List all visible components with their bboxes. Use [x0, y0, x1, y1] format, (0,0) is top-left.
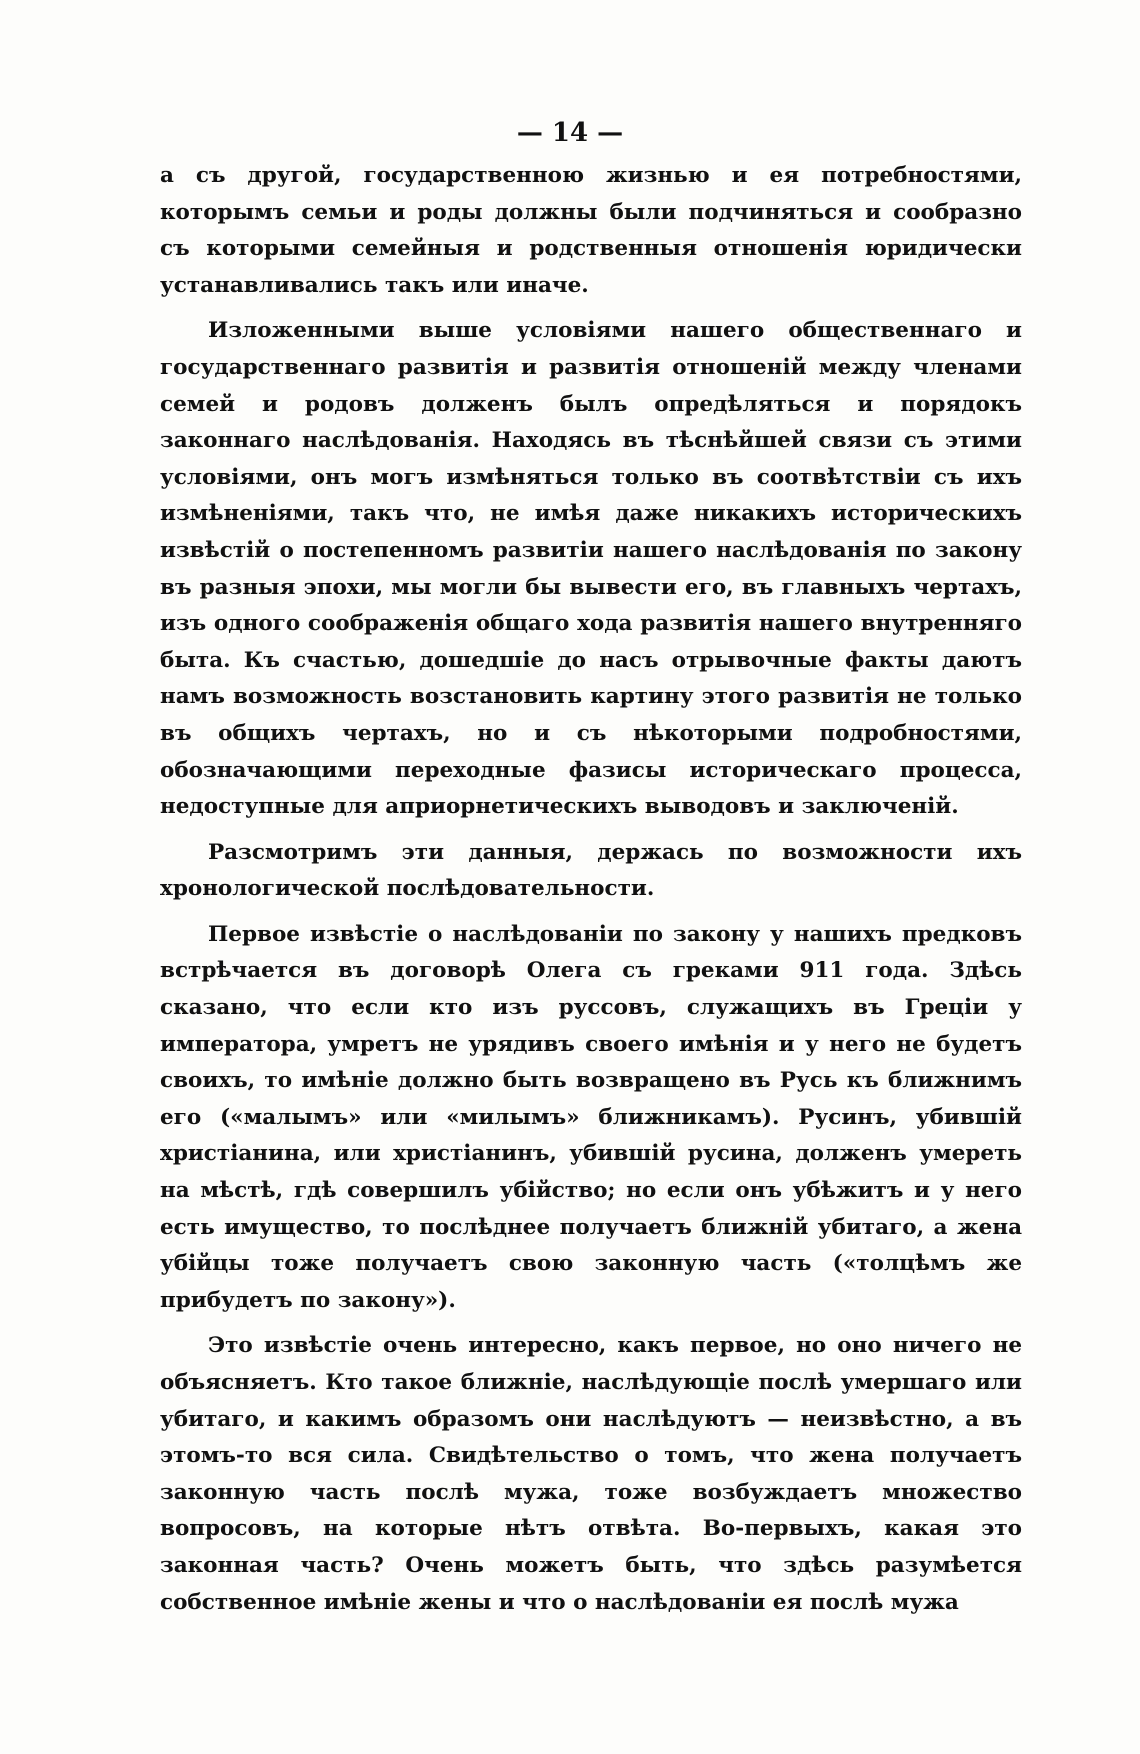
paragraph: Первое извѣстіе о наслѣдованіи по закону у нашихъ предковъ встрѣчается въ договорѣ Олега съ греками 911 года. Здѣсь сказано, что если кто изъ руссовъ, служащихъ въ Греціи у императора, умретъ не урядивъ своего имѣнія и у него не будетъ своихъ, то имѣніе должно быть возвращено въ Русь къ ближнимъ его («малымъ» или «милымъ» ближникамъ). Русинъ, убившій христіанина, или христіанинъ, убившій русина, долженъ умереть на мѣстѣ, гдѣ совершилъ убійство; но если онъ убѣжитъ и у него есть имущество, то послѣднее получаетъ ближній убитаго, а жена убійцы тоже получаетъ свою законную часть («толцѣмъ же прибудетъ по закону»). — [160, 921, 1022, 1313]
body-text — [160, 158, 1022, 1630]
page-number: — 14 — — [516, 118, 624, 148]
paragraph: Это извѣстіе очень интересно, какъ первое, но оно ничего не объясняетъ. Кто такое ближніе, наслѣдующіе послѣ умершаго или убитаго, и какимъ образомъ они наслѣдуютъ — неизвѣстно, а въ этомъ-то вся сила. Свидѣтельство о томъ, что жена получаетъ законную часть послѣ мужа, тоже возбуждаетъ множество вопросовъ, на которые нѣтъ отвѣта. Во-первыхъ, какая это законная часть? Очень можетъ быть, что здѣсь разумѣется собственное имѣніе жены и что о наслѣдованіи ея послѣ мужа — [160, 1333, 1022, 1615]
paragraph: Изложенными выше условіями нашего общественнаго и государственнаго развитія и развитія отношеній между членами семей и родовъ долженъ былъ опредѣляться и порядокъ законнаго наслѣдованія. Находясь въ тѣснѣйшей связи съ этими условіями, онъ могъ измѣняться только въ соотвѣтствіи съ ихъ измѣненіями, такъ что, не имѣя даже никакихъ историческихъ извѣстій о постепенномъ развитіи нашего наслѣдованія по закону въ разныя эпохи, мы могли бы вывести его, въ главныхъ чертахъ, изъ одного соображенія общаго хода развитія нашего внутренняго быта. Къ счастью, дошедшіе до насъ отрывочные факты даютъ намъ возможность возстановить картину этого развитія не только въ общихъ чертахъ, но и съ нѣкоторыми подробностями, обозначающими переходные фазисы историческаго процесса, недоступные для априорнетическихъ выводовъ и заключеній. — [160, 318, 1022, 820]
paragraph: Разсмотримъ эти данныя, держась по возможности ихъ хронологической послѣдовательности. — [160, 839, 1022, 902]
paragraph-continuation: а съ другой, государственною жизнью и ея потребностями, которымъ семьи и роды должны были подчиняться и сообразно съ которыми семейныя и родственныя отношенія юридически устанавливались такъ или иначе. — [160, 163, 1022, 298]
